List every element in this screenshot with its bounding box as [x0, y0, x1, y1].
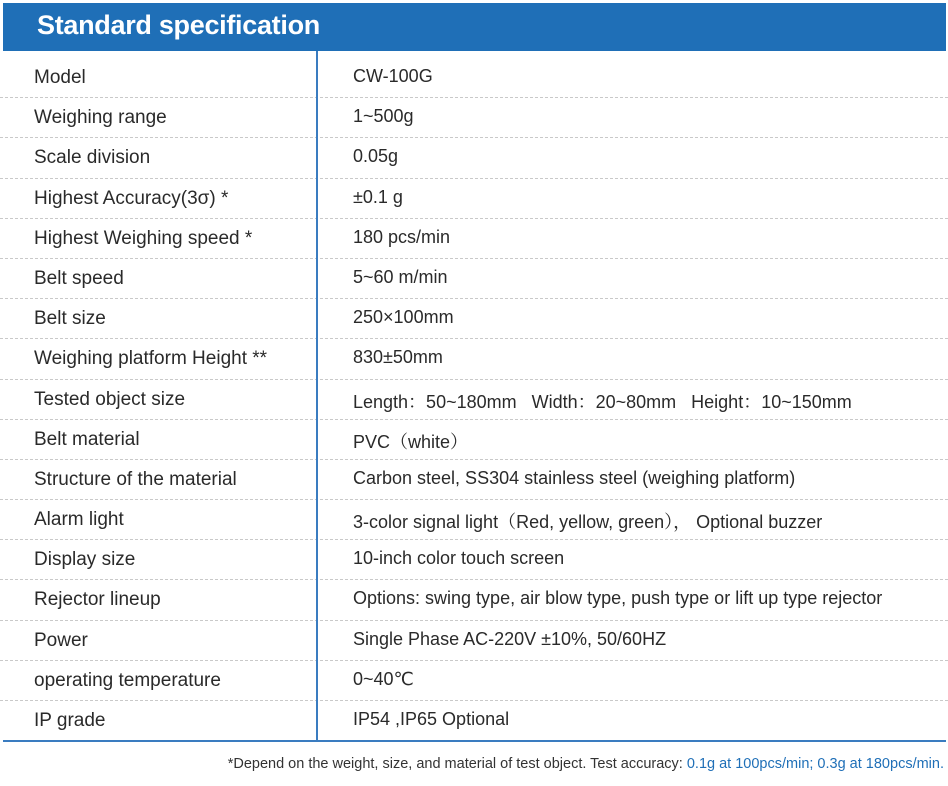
table-row — [0, 701, 948, 741]
spec-label: Power — [34, 629, 88, 651]
table-row — [0, 219, 948, 259]
spec-label: Highest Accuracy(3σ) * — [34, 187, 229, 209]
spec-label: Rejector lineup — [34, 589, 161, 611]
table-row — [0, 661, 948, 701]
spec-label: Tested object size — [34, 388, 186, 410]
spec-value: 5~60 m/min — [353, 266, 448, 287]
spec-label: IP grade — [34, 710, 106, 731]
spec-value: Carbon steel, SS304 stainless steel (weighing platform) — [353, 467, 796, 488]
spec-value: 3-color signal light（Red, yellow, green）， Optional buzzer — [353, 512, 823, 533]
spec-value: Options: swing type, air blow type, push type or lift up type rejector — [353, 588, 883, 609]
spec-value: 250×100mm — [353, 307, 454, 328]
table-row — [0, 179, 948, 219]
table-bottom-border — [3, 740, 946, 742]
spec-label: Alarm light — [34, 509, 124, 531]
spec-label: Belt size — [34, 308, 106, 330]
table-row — [0, 339, 948, 379]
table-row — [0, 138, 948, 178]
spec-value: 0.05g — [353, 146, 399, 167]
footnote — [228, 756, 944, 772]
spec-value: CW-100G — [353, 66, 433, 86]
spec-value: 0~40℃ — [353, 668, 414, 689]
footnote-text: *Depend on the weight, size, and material of test object. Test accuracy: — [227, 756, 687, 772]
spec-label: Belt speed — [34, 267, 124, 289]
table-row — [0, 420, 948, 460]
table-row — [0, 621, 948, 661]
spec-value: Length：50~180mm Width：20~80mm Height：10~150mm — [353, 391, 852, 412]
spec-value: 830±50mm — [353, 347, 443, 368]
spec-label: Display size — [34, 549, 136, 571]
table-row — [0, 259, 948, 299]
spec-value: IP54 ,IP65 Optional — [353, 709, 510, 729]
table-row — [0, 58, 948, 98]
spec-value: PVC（white） — [353, 431, 469, 452]
spec-label: Scale division — [34, 147, 151, 169]
table-row — [0, 460, 948, 500]
table-row — [0, 580, 948, 620]
spec-label: Belt material — [34, 428, 140, 450]
table-row — [0, 500, 948, 540]
page-title: Standard specification — [37, 10, 320, 40]
header-bar — [3, 3, 946, 51]
spec-table — [0, 58, 948, 741]
spec-label: operating temperature — [34, 669, 221, 691]
spec-value: 10-inch color touch screen — [353, 548, 565, 569]
table-row — [0, 380, 948, 420]
table-row — [0, 540, 948, 580]
spec-label: Weighing platform Height ** — [34, 348, 268, 370]
table-row — [0, 98, 948, 138]
spec-label: Weighing range — [34, 107, 167, 129]
spec-label: Structure of the material — [34, 468, 237, 490]
column-divider — [316, 51, 318, 741]
spec-value: ±0.1 g — [353, 186, 403, 207]
spec-label: Model — [34, 67, 86, 88]
spec-label: Highest Weighing speed * — [34, 227, 253, 249]
spec-value: 180 pcs/min — [353, 226, 451, 247]
table-row — [0, 299, 948, 339]
spec-value: 1~500g — [353, 106, 414, 127]
spec-value: Single Phase AC-220V ±10%, 50/60HZ — [353, 628, 667, 649]
footnote-highlight: 0.1g at 100pcs/min; 0.3g at 180pcs/min. — [686, 756, 944, 772]
